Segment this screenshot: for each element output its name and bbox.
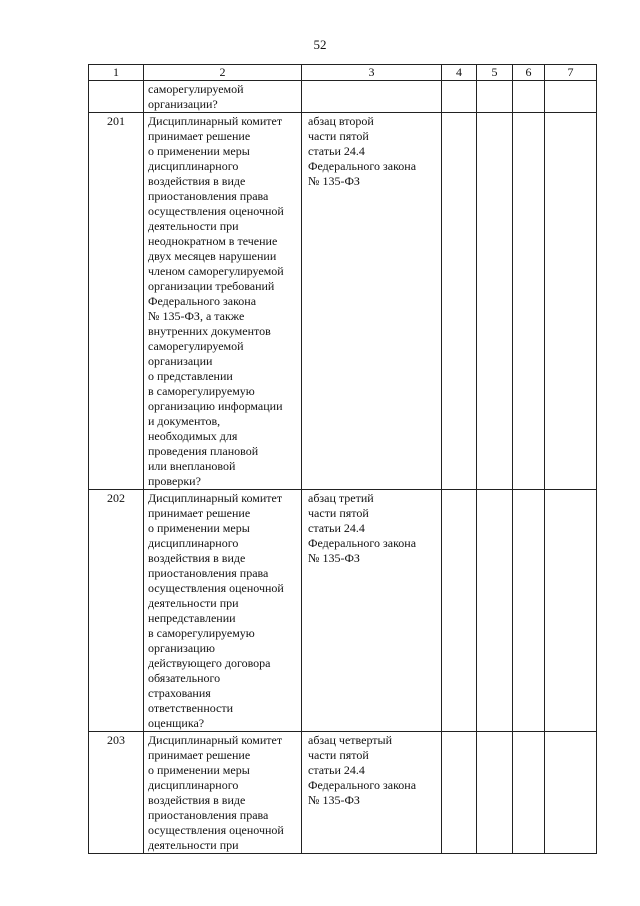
answer-cell-col-4: [442, 81, 477, 113]
reference-line: № 135-ФЗ: [308, 174, 360, 188]
question-line: осуществления оценочной: [148, 823, 284, 837]
question-line: Дисциплинарный комитет: [148, 114, 283, 128]
reference-line: статьи 24.4: [308, 144, 365, 158]
question-line: организации: [148, 354, 213, 368]
row-number: 201: [89, 113, 144, 490]
answer-cell-col-6: [513, 113, 545, 490]
question-line: двух месяцев нарушении: [148, 249, 277, 263]
answer-cell-col-6: [513, 732, 545, 854]
answer-cell-col-5: [477, 490, 513, 732]
question-line: воздействия в виде: [148, 793, 246, 807]
question-line: оценщика?: [148, 716, 205, 730]
requirement-question: [144, 490, 302, 732]
question-line: и документов,: [148, 414, 221, 428]
reference-line: статьи 24.4: [308, 521, 365, 535]
question-line: № 135-ФЗ, а также: [148, 309, 245, 323]
question-line: или внеплановой: [148, 459, 236, 473]
answer-cell-col-7: [545, 81, 597, 113]
answer-cell-col-4: [442, 732, 477, 854]
answer-cell-col-7: [545, 113, 597, 490]
question-line: деятельности при: [148, 596, 239, 610]
table-row: [89, 732, 597, 854]
answer-cell-col-5: [477, 81, 513, 113]
question-line: Федерального закона: [148, 294, 257, 308]
question-line: принимает решение: [148, 129, 251, 143]
answer-cell-col-5: [477, 732, 513, 854]
question-line: проведения плановой: [148, 444, 259, 458]
answer-cell-col-6: [513, 490, 545, 732]
legal-reference: [302, 732, 442, 854]
question-line: воздействия в виде: [148, 551, 246, 565]
question-line: приостановления права: [148, 808, 269, 822]
legal-reference: [302, 113, 442, 490]
question-line: обязательного: [148, 671, 221, 685]
reference-line: Федерального закона: [308, 159, 417, 173]
answer-cell-col-6: [513, 81, 545, 113]
question-line: осуществления оценочной: [148, 581, 284, 595]
question-line: страхования: [148, 686, 211, 700]
legal-reference: [302, 490, 442, 732]
question-line: дисциплинарного: [148, 159, 239, 173]
question-line: организации требований: [148, 279, 275, 293]
row-number: 202: [89, 490, 144, 732]
page-number: 52: [313, 37, 327, 52]
column-header-1: 1: [89, 65, 144, 81]
question-line: необходимых для: [148, 429, 238, 443]
question-line: дисциплинарного: [148, 536, 239, 550]
answer-cell-col-7: [545, 490, 597, 732]
question-line: организации?: [148, 97, 218, 111]
reference-line: части пятой: [308, 506, 369, 520]
question-line: воздействия в виде: [148, 174, 246, 188]
header-row: [89, 65, 597, 81]
question-line: в саморегулируемую: [148, 384, 255, 398]
question-line: действующего договора: [148, 656, 271, 670]
question-line: Дисциплинарный комитет: [148, 491, 283, 505]
question-line: о применении меры: [148, 763, 250, 777]
column-header-6: 6: [513, 65, 545, 81]
question-line: организацию: [148, 641, 215, 655]
question-line: саморегулируемой: [148, 339, 244, 353]
reference-line: абзац четвертый: [308, 733, 393, 747]
requirement-question: [144, 81, 302, 113]
question-line: в саморегулируемую: [148, 626, 255, 640]
answer-cell-col-5: [477, 113, 513, 490]
requirement-question: [144, 732, 302, 854]
question-line: Дисциплинарный комитет: [148, 733, 283, 747]
reference-line: абзац второй: [308, 114, 374, 128]
column-header-5: 5: [477, 65, 513, 81]
answer-cell-col-7: [545, 732, 597, 854]
question-line: неоднократном в течение: [148, 234, 278, 248]
reference-line: части пятой: [308, 129, 369, 143]
question-line: ответственности: [148, 701, 234, 715]
column-header-2: 2: [144, 65, 302, 81]
question-line: принимает решение: [148, 748, 251, 762]
question-line: внутренних документов: [148, 324, 271, 338]
question-line: осуществления оценочной: [148, 204, 284, 218]
question-line: непредставлении: [148, 611, 236, 625]
reference-line: № 135-ФЗ: [308, 793, 360, 807]
question-line: приостановления права: [148, 189, 269, 203]
answer-cell-col-4: [442, 490, 477, 732]
row-number: 203: [89, 732, 144, 854]
column-header-7: 7: [545, 65, 597, 81]
question-line: приостановления права: [148, 566, 269, 580]
reference-line: № 135-ФЗ: [308, 551, 360, 565]
row-number: [89, 81, 144, 113]
column-header-3: 3: [302, 65, 442, 81]
reference-line: статьи 24.4: [308, 763, 365, 777]
reference-line: части пятой: [308, 748, 369, 762]
reference-line: Федерального закона: [308, 778, 417, 792]
reference-line: Федерального закона: [308, 536, 417, 550]
checklist-table: [88, 64, 597, 854]
question-line: саморегулируемой: [148, 82, 244, 96]
question-line: деятельности при: [148, 219, 239, 233]
question-line: о применении меры: [148, 144, 250, 158]
table-row: [89, 81, 597, 113]
question-line: о применении меры: [148, 521, 250, 535]
question-line: дисциплинарного: [148, 778, 239, 792]
question-line: о представлении: [148, 369, 233, 383]
legal-reference: [302, 81, 442, 113]
column-header-4: 4: [442, 65, 477, 81]
requirement-question: [144, 113, 302, 490]
table-row: [89, 113, 597, 490]
question-line: проверки?: [148, 474, 201, 488]
answer-cell-col-4: [442, 113, 477, 490]
table-row: [89, 490, 597, 732]
question-line: организацию информации: [148, 399, 283, 413]
question-line: принимает решение: [148, 506, 251, 520]
question-line: деятельности при: [148, 838, 239, 852]
reference-line: абзац третий: [308, 491, 374, 505]
question-line: членом саморегулируемой: [148, 264, 284, 278]
